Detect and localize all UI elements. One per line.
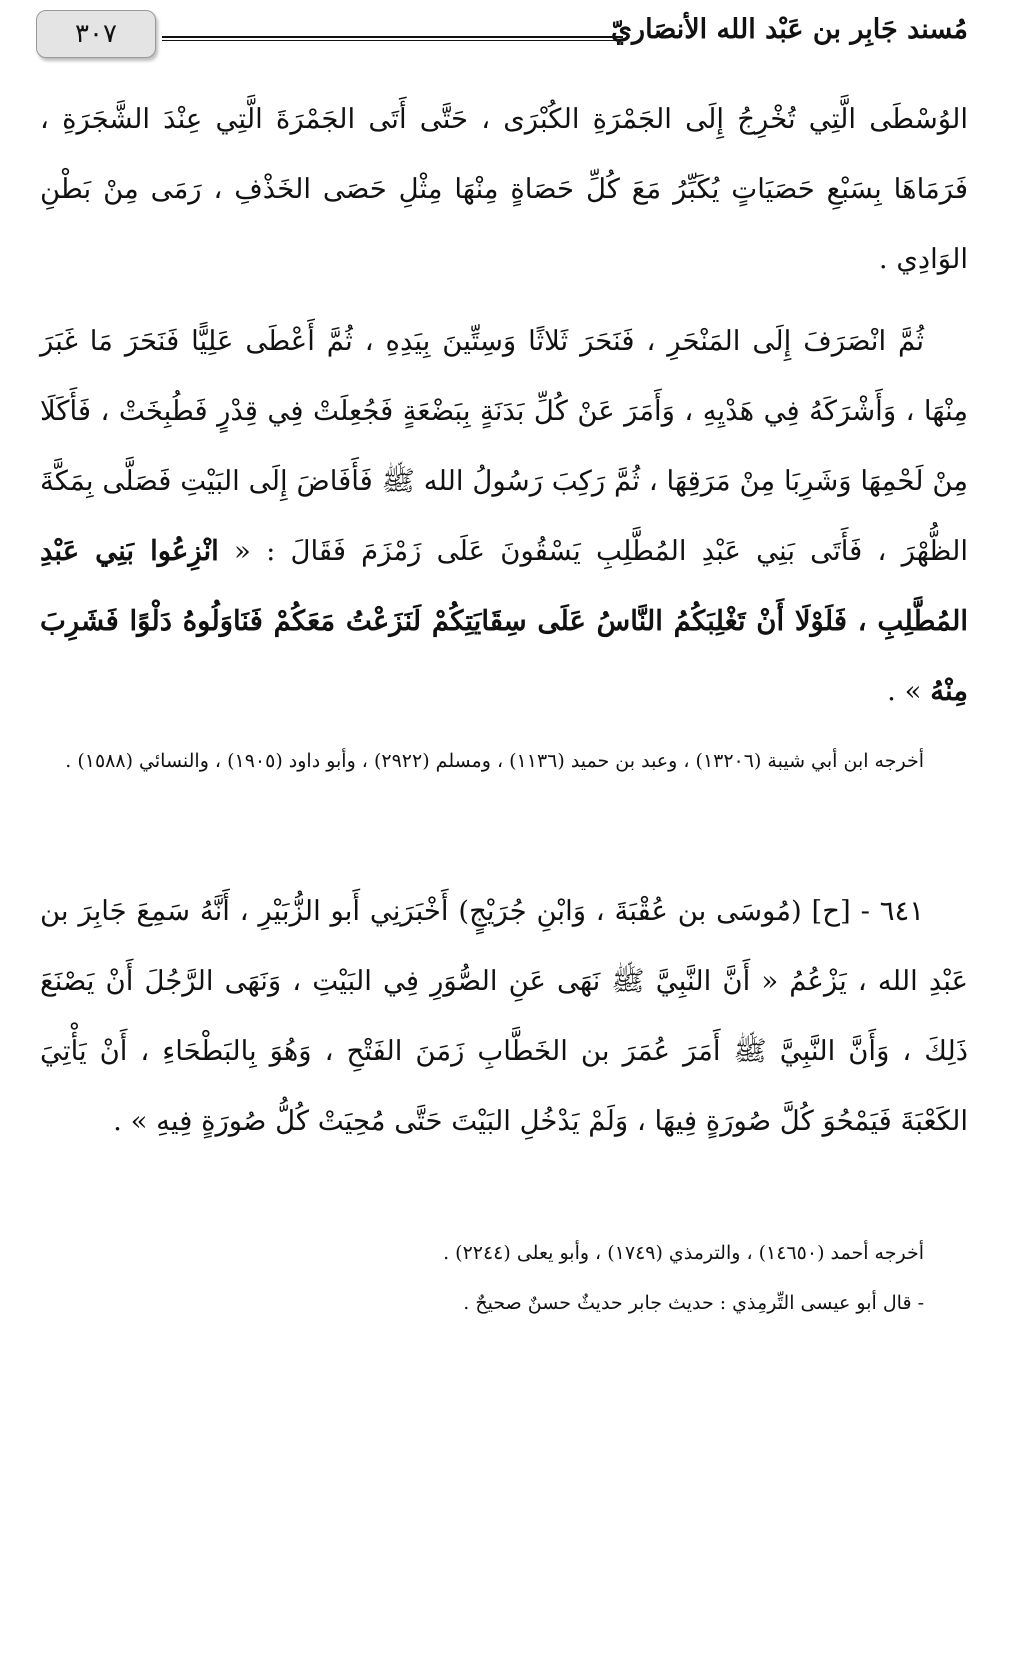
paragraph-2-end: » . bbox=[887, 675, 922, 707]
prophetic-saying: انْزِعُوا بَنِي عَبْدِ المُطَّلِبِ ، فَلَوْلَا أَنْ تَغْلِبَكُمُ النَّاسُ عَلَى سِقَايَتِكُمْ لَنَزَعْتُ مَعَكُمْ فَنَاوَلُوهُ دَلْوًا فَشَرِبَ مِنْهُ bbox=[40, 535, 968, 707]
page-number-badge: ٣٠٧ bbox=[36, 10, 156, 58]
footnote-takhrij-1 bbox=[40, 736, 968, 786]
footnote-1-line: أخرجه ابن أبي شيبة (١٣٢٠٦) ، وعبد بن حميد (١١٣٦) ، ومسلم (٢٩٢٢) ، وأبو داود (١٩٠٥) ، والنسائي (١٥٨٨) . bbox=[65, 750, 924, 772]
hadith-continuation bbox=[40, 84, 968, 726]
footnote-2-line-1: أخرجه أحمد (١٤٦٥٠) ، والترمذي (١٧٤٩) ، وأبو يعلى (٢٢٤٤) . bbox=[443, 1242, 924, 1264]
paragraph-2 bbox=[40, 306, 968, 726]
footnote-takhrij-2 bbox=[40, 1228, 968, 1328]
header-rule bbox=[162, 36, 623, 41]
page-header bbox=[36, 6, 968, 64]
paragraph-1: الوُسْطَى الَّتِي تُخْرِجُ إِلَى الجَمْرَةِ الكُبْرَى ، حَتَّى أَتَى الجَمْرَةَ الَّتِي عِنْدَ الشَّجَرَةِ ، فَرَمَاهَا بِسَبْعِ حَصَيَاتٍ يُكَبِّرُ مَعَ كُلِّ حَصَاةٍ مِنْهَا مِثْلِ حَصَى الخَذْفِ ، رَمَى مِنْ بَطْنِ الوَادِي . bbox=[40, 103, 968, 275]
hadith-641-text: ٦٤١ - [ح] (مُوسَى بن عُقْبَةَ ، وَابْنِ جُرَيْجٍ) أَخْبَرَنِي أَبو الزُّبَيْرِ ، أَنَّهُ سَمِعَ جَابِرَ بن عَبْدِ الله ، يَزْعُمُ « أَنَّ النَّبِيَّ ﷺ نَهَى عَنِ الصُّوَرِ فِي البَيْتِ ، وَنَهَى الرَّجُلَ أَنْ يَصْنَعَ ذَلِكَ ، وَأَنَّ النَّبِيَّ ﷺ أَمَرَ عُمَرَ بن الخَطَّابِ زَمَنَ الفَتْحِ ، وَهُوَ بِالبَطْحَاءِ ، أَنْ يَأْتِيَ الكَعْبَةَ فَيَمْحُوَ كُلَّ صُورَةٍ فِيهَا ، وَلَمْ يَدْخُلِ البَيْتَ حَتَّى مُحِيَتْ كُلُّ صُورَةٍ فِيهِ » . bbox=[40, 895, 968, 1137]
running-title: مُسند جَابِر بن عَبْد الله الأنصَاريّ bbox=[610, 14, 968, 45]
footnote-2-line-2: - قال أبو عيسى التِّرمِذي : حديث جابر حديثٌ حسنٌ صحيحٌ . bbox=[463, 1292, 924, 1314]
paragraph-2-text: ثُمَّ انْصَرَفَ إِلَى المَنْحَرِ ، فَنَحَرَ ثَلاثًا وَسِتِّينَ بِيَدِهِ ، ثُمَّ أَعْطَى عَلِيًّا فَنَحَرَ مَا غَبَرَ مِنْهَا ، وَأَشْرَكَهُ فِي هَدْيِهِ ، وَأَمَرَ عَنْ كُلِّ بَدَنَةٍ بِبَضْعَةٍ فَجُعِلَتْ فِي قِدْرٍ فَطُبِخَتْ ، فَأَكَلَا مِنْ لَحْمِهَا وَشَرِبَا مِنْ مَرَقِهَا ، ثُمَّ رَكِبَ رَسُولُ الله ﷺ فَأَفَاضَ إِلَى البَيْتِ فَصَلَّى بِمَكَّةَ الظُّهْرَ ، فَأَتَى بَنِي عَبْدِ المُطَّلِبِ يَسْقُونَ عَلَى زَمْزَمَ فَقَالَ : « bbox=[40, 325, 968, 567]
hadith-641 bbox=[40, 876, 968, 1156]
